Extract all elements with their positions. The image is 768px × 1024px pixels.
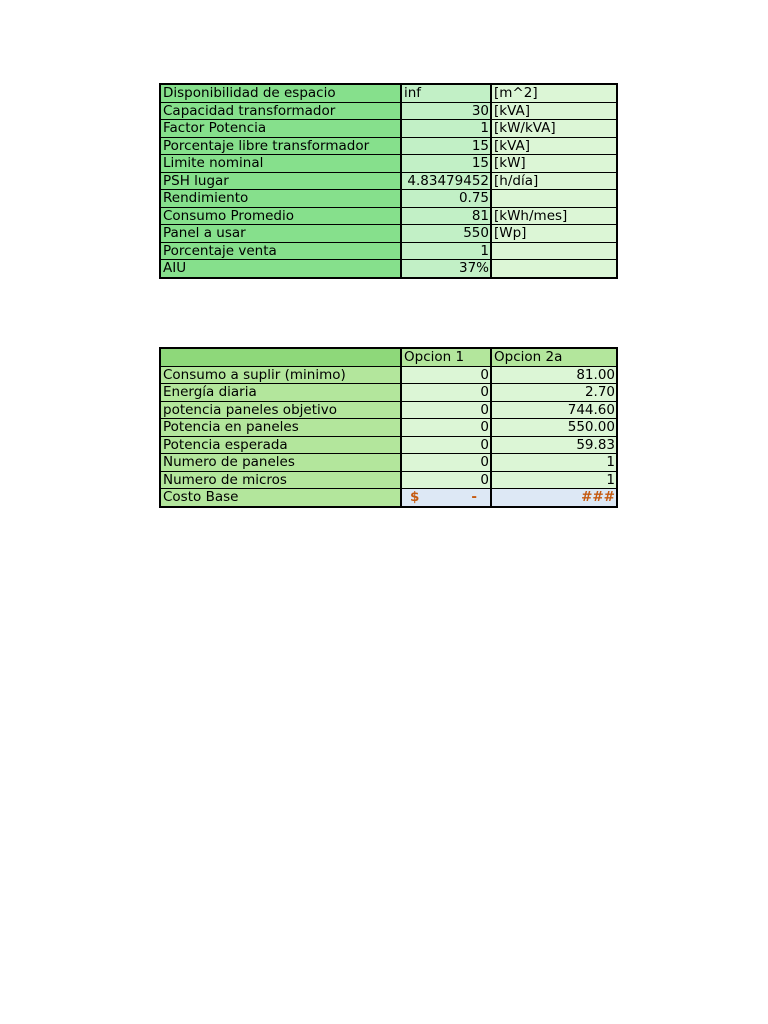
param-unit[interactable]: [h/día] [491, 172, 617, 190]
option-1-value[interactable]: 0 [401, 384, 491, 402]
option-label[interactable]: Consumo a suplir (minimo) [160, 366, 401, 384]
param-row [160, 190, 617, 208]
param-value[interactable]: 550 [401, 225, 491, 243]
param-unit[interactable]: [Wp] [491, 225, 617, 243]
cost-base-label[interactable]: Costo Base [160, 489, 401, 507]
param-row [160, 242, 617, 260]
param-value[interactable]: 4.83479452 [401, 172, 491, 190]
option-label[interactable]: Potencia esperada [160, 436, 401, 454]
param-unit[interactable]: [kWh/mes] [491, 207, 617, 225]
param-row [160, 120, 617, 138]
options-header-opcion-1[interactable]: Opcion 1 [401, 348, 491, 366]
param-unit[interactable]: [kW/kVA] [491, 120, 617, 138]
option-2a-value[interactable]: 1 [491, 454, 617, 472]
option-2a-value[interactable]: 2.70 [491, 384, 617, 402]
param-label[interactable]: AIU [160, 260, 401, 278]
cost-base-row [160, 489, 617, 507]
param-label[interactable]: Rendimiento [160, 190, 401, 208]
option-2a-value[interactable]: 550.00 [491, 419, 617, 437]
param-label[interactable]: Disponibilidad de espacio [160, 84, 401, 102]
cost-base-option-2a[interactable]: ### [491, 489, 617, 507]
param-value[interactable]: 30 [401, 102, 491, 120]
option-label[interactable]: Energía diaria [160, 384, 401, 402]
options-header-row [160, 348, 617, 366]
option-2a-value[interactable]: 81.00 [491, 366, 617, 384]
param-row [160, 155, 617, 173]
param-unit[interactable] [491, 190, 617, 208]
option-label[interactable]: Potencia en paneles [160, 419, 401, 437]
param-value[interactable]: 1 [401, 120, 491, 138]
options-table [159, 347, 618, 508]
currency-value: - [471, 489, 477, 506]
param-value[interactable]: 0.75 [401, 190, 491, 208]
param-value[interactable]: inf [401, 84, 491, 102]
param-row [160, 84, 617, 102]
param-unit[interactable]: [kVA] [491, 137, 617, 155]
param-label[interactable]: Porcentaje venta [160, 242, 401, 260]
options-row [160, 471, 617, 489]
option-1-value[interactable]: 0 [401, 471, 491, 489]
param-label[interactable]: Consumo Promedio [160, 207, 401, 225]
param-row [160, 207, 617, 225]
param-value[interactable]: 15 [401, 137, 491, 155]
param-row [160, 260, 617, 278]
option-1-value[interactable]: 0 [401, 436, 491, 454]
param-value[interactable]: 37% [401, 260, 491, 278]
parameters-table [159, 83, 618, 279]
param-unit[interactable] [491, 242, 617, 260]
options-row [160, 454, 617, 472]
options-row [160, 366, 617, 384]
options-row [160, 436, 617, 454]
option-label[interactable]: Numero de paneles [160, 454, 401, 472]
currency-cell [404, 489, 489, 505]
param-row [160, 225, 617, 243]
options-header-blank[interactable] [160, 348, 401, 366]
param-value[interactable]: 1 [401, 242, 491, 260]
options-row [160, 384, 617, 402]
option-1-value[interactable]: 0 [401, 419, 491, 437]
param-label[interactable]: PSH lugar [160, 172, 401, 190]
param-unit[interactable]: [m^2] [491, 84, 617, 102]
param-row [160, 137, 617, 155]
param-label[interactable]: Porcentaje libre transformador [160, 137, 401, 155]
option-2a-value[interactable]: 59.83 [491, 436, 617, 454]
option-2a-value[interactable]: 1 [491, 471, 617, 489]
option-1-value[interactable]: 0 [401, 454, 491, 472]
options-row [160, 401, 617, 419]
param-unit[interactable]: [kVA] [491, 102, 617, 120]
param-row [160, 172, 617, 190]
param-label[interactable]: Limite nominal [160, 155, 401, 173]
option-label[interactable]: Numero de micros [160, 471, 401, 489]
option-label[interactable]: potencia paneles objetivo [160, 401, 401, 419]
param-value[interactable]: 15 [401, 155, 491, 173]
options-row [160, 419, 617, 437]
param-unit[interactable]: [kW] [491, 155, 617, 173]
option-1-value[interactable]: 0 [401, 366, 491, 384]
option-2a-value[interactable]: 744.60 [491, 401, 617, 419]
param-value[interactable]: 81 [401, 207, 491, 225]
currency-symbol: $ [410, 489, 420, 506]
param-label[interactable]: Capacidad transformador [160, 102, 401, 120]
param-row [160, 102, 617, 120]
param-label[interactable]: Factor Potencia [160, 120, 401, 138]
options-header-opcion-2a[interactable]: Opcion 2a [491, 348, 617, 366]
option-1-value[interactable]: 0 [401, 401, 491, 419]
param-unit[interactable] [491, 260, 617, 278]
param-label[interactable]: Panel a usar [160, 225, 401, 243]
cost-base-option-1[interactable] [401, 489, 491, 507]
